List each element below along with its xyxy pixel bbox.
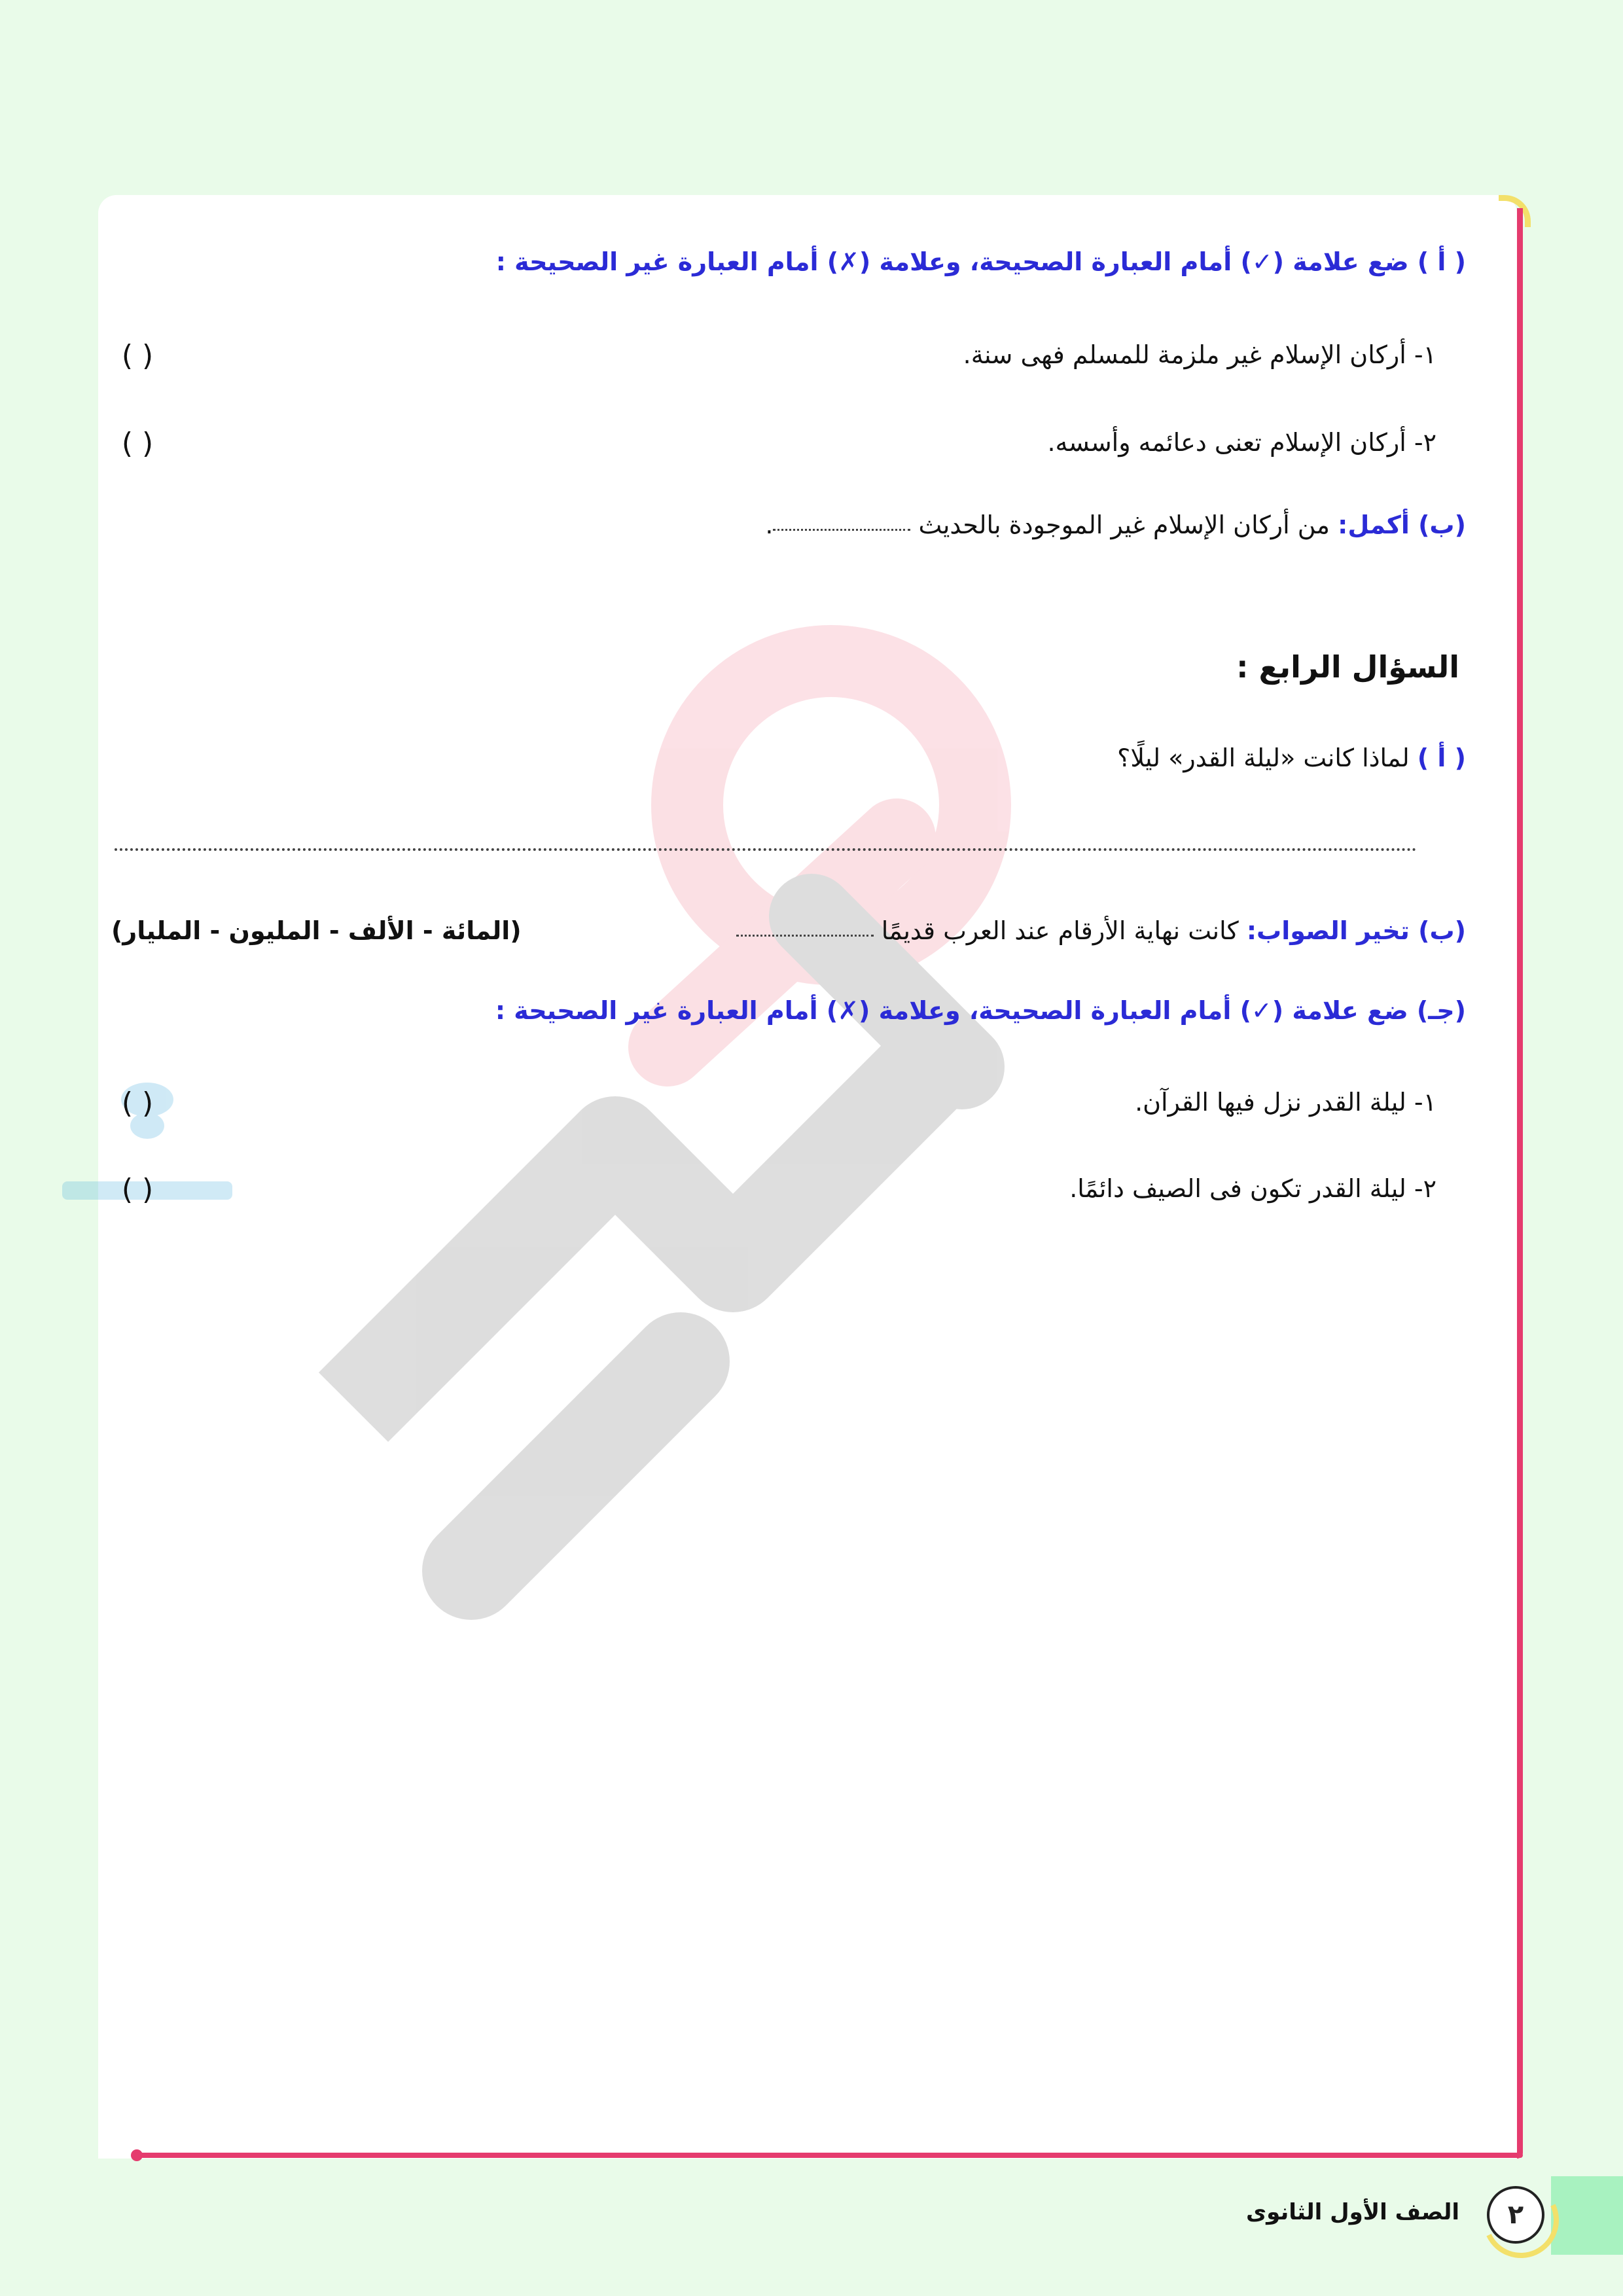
answer-line-4a[interactable] bbox=[115, 848, 1417, 851]
question-4c-item-1: ١- ليلة القدر نزل فيها القرآن. bbox=[1135, 1088, 1436, 1117]
section-b-label: (ب) أكمل: bbox=[1338, 511, 1466, 539]
section-b-end: . bbox=[765, 511, 774, 539]
question-4c-item-2: ٢- ليلة القدر تكون فى الصيف دائمًا. bbox=[1069, 1174, 1436, 1203]
right-border-rule bbox=[1517, 208, 1523, 2159]
bottom-rule-dot bbox=[131, 2149, 143, 2161]
section-a-item-2: ٢- أركان الإسلام تعنى دعائمه وأسسه. bbox=[1047, 428, 1436, 457]
question-4a-label: ( أ ) bbox=[1417, 744, 1466, 772]
footer-tab bbox=[1551, 2176, 1623, 2255]
answer-box-c1[interactable]: ( ) bbox=[121, 1086, 154, 1120]
section-b-text: من أركان الإسلام غير الموجودة بالحديث bbox=[918, 511, 1330, 539]
question-4a-text: لماذا كانت «ليلة القدر» ليلًا؟ bbox=[1117, 744, 1410, 772]
question-4b-label: (ب) تخير الصواب: bbox=[1246, 916, 1466, 945]
question-4c-instruction: (جـ) ضع علامة (✓) أمام العبارة الصحيحة، وعلامة (✗) أمام العبارة غير الصحيحة : bbox=[495, 996, 1466, 1025]
grade-label: الصف الأول الثانوى bbox=[1245, 2199, 1459, 2225]
answer-box-a2[interactable]: ( ) bbox=[121, 427, 154, 460]
section-a-item-1: ١- أركان الإسلام غير ملزمة للمسلم فهى سنة. bbox=[963, 340, 1436, 369]
answer-box-a1[interactable]: ( ) bbox=[121, 339, 154, 372]
question-4b-text: كانت نهاية الأرقام عند العرب قديمًا bbox=[881, 916, 1239, 945]
answer-blank-4b[interactable] bbox=[736, 928, 874, 937]
question-4b-line bbox=[736, 916, 1466, 945]
corner-accent bbox=[1499, 195, 1531, 227]
bottom-border-rule bbox=[137, 2153, 1523, 2158]
question-4a-line bbox=[1117, 744, 1466, 772]
question-4b-options: (المائة - الألف - المليون - المليار) bbox=[111, 916, 522, 945]
answer-box-c2[interactable]: ( ) bbox=[121, 1173, 154, 1206]
section-a-instruction: ( أ ) ضع علامة (✓) أمام العبارة الصحيحة، وعلامة (✗) أمام العبارة غير الصحيحة : bbox=[495, 247, 1466, 276]
page-number: ٢ bbox=[1487, 2186, 1544, 2244]
answer-blank-b[interactable] bbox=[773, 522, 910, 531]
question-4-heading: السؤال الرابع : bbox=[1236, 649, 1459, 685]
section-b-line bbox=[765, 511, 1466, 539]
